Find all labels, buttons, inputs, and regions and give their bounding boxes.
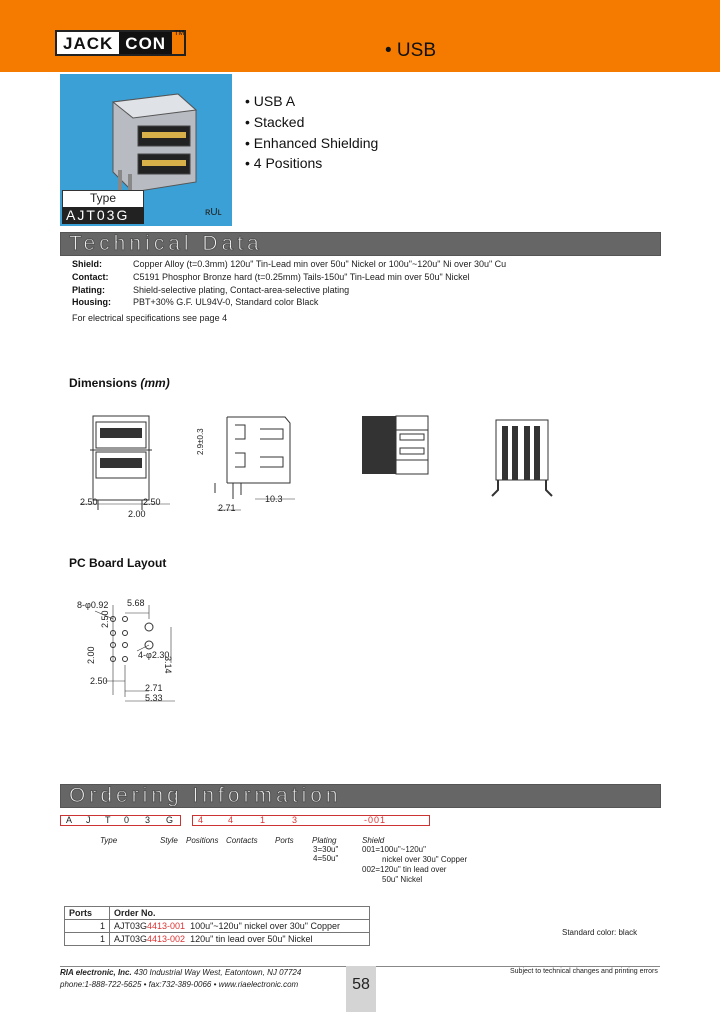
shield-option: 002=120u" tin lead over bbox=[362, 865, 447, 874]
order-table bbox=[64, 906, 370, 946]
dimensions-heading bbox=[69, 376, 170, 390]
spec-value: C5191 Phosphor Bronze hard (t=0.25mm) Tails-150u" Tin-Lead min over 50u" Nickel bbox=[133, 272, 470, 282]
spec-label: Housing: bbox=[72, 297, 111, 307]
spec-label: Plating: bbox=[72, 285, 105, 295]
ordering-info-header bbox=[60, 784, 661, 808]
ordering-info-title: Ordering Information bbox=[69, 784, 342, 807]
table-header-row bbox=[65, 907, 370, 920]
feature-item: • 4 Positions bbox=[245, 155, 323, 171]
spec-value: PBT+30% G.F. UL94V-0, Standard color Black bbox=[133, 297, 319, 307]
order-code-char: G bbox=[166, 815, 175, 825]
table-cell-order bbox=[110, 933, 370, 946]
jackcon-logo bbox=[55, 30, 186, 56]
shield-option: nickel over 30u" Copper bbox=[382, 855, 468, 864]
order-suffix: 4413-002 bbox=[147, 934, 186, 944]
pcb-label: 2.71 bbox=[145, 683, 163, 693]
order-field-label: Contacts bbox=[226, 836, 258, 845]
order-code-char: 3 bbox=[145, 815, 152, 825]
usb-connector-image bbox=[108, 92, 198, 194]
table-cell-order bbox=[110, 920, 370, 933]
order-field-label: Ports bbox=[275, 836, 294, 845]
footer-contacts: phone:1-888-722-5625 • fax:732-389-0066 • www.riaelectronic.com bbox=[60, 980, 299, 989]
order-desc: 100u"~120u" nickel over 30u" Copper bbox=[190, 921, 341, 931]
pcb-label: 8-φ0.92 bbox=[77, 600, 109, 610]
plating-option: 3=30u" bbox=[313, 845, 339, 854]
shield-option: 001=100u"~120u" bbox=[362, 845, 426, 854]
order-code-char: 0 bbox=[124, 815, 131, 825]
dimensions-heading-text: Dimensions bbox=[69, 376, 138, 390]
page-number: 58 bbox=[352, 976, 370, 993]
pcb-label: 5.68 bbox=[127, 598, 145, 608]
order-code-char: T bbox=[105, 815, 112, 825]
pcb-label: 2.50 bbox=[100, 610, 110, 628]
order-code-char: -001 bbox=[364, 815, 387, 825]
dim-label: 2.71 bbox=[218, 503, 236, 513]
ul-certification-mark: ʀUʟ bbox=[205, 207, 222, 218]
order-code-char: 4 bbox=[198, 815, 205, 825]
table-cell-ports: 1 bbox=[65, 933, 110, 946]
footer-disclaimer: Subject to technical changes and printing errors bbox=[510, 968, 658, 975]
pcb-label: 3.14 bbox=[163, 656, 173, 674]
logo-trademark: TM bbox=[174, 30, 185, 37]
order-code-char: 3 bbox=[292, 815, 299, 825]
pcb-label: 4-φ2.30 bbox=[138, 650, 170, 660]
table-header: Ports bbox=[65, 907, 110, 920]
footer-address bbox=[60, 968, 301, 977]
dim-label: 2.50 bbox=[80, 497, 98, 507]
top-view-drawing bbox=[360, 412, 435, 482]
technical-data-title: Technical Data bbox=[69, 232, 263, 255]
order-prefix: AJT03G bbox=[114, 921, 148, 931]
pcb-layout-heading: PC Board Layout bbox=[69, 556, 167, 570]
spec-value: Copper Alloy (t=0.3mm) 120u" Tin-Lead min over 50u" Nickel or 100u"~120u" Ni over 30u" Cu bbox=[133, 259, 507, 269]
spec-label: Shield: bbox=[72, 259, 103, 269]
electrical-spec-note: For electrical specifications see page 4 bbox=[72, 313, 228, 323]
table-cell-ports: 1 bbox=[65, 920, 110, 933]
order-field-label: Type bbox=[100, 836, 118, 845]
dimensions-unit: (mm) bbox=[140, 376, 170, 390]
pcb-label: 2.00 bbox=[86, 646, 96, 664]
table-header: Order No. bbox=[110, 907, 370, 920]
table-row bbox=[65, 933, 370, 946]
pcb-label: 5.33 bbox=[145, 693, 163, 703]
standard-color-note: Standard color: black bbox=[562, 928, 638, 937]
order-prefix: AJT03G bbox=[114, 934, 148, 944]
order-code-char: A bbox=[66, 815, 74, 825]
order-desc: 120u" tin lead over 50u" Nickel bbox=[190, 934, 313, 944]
order-field-label: Positions bbox=[186, 836, 219, 845]
dim-label: 2.00 bbox=[128, 509, 146, 519]
spec-value: Shield-selective plating, Contact-area-selective plating bbox=[133, 285, 350, 295]
shield-option: 50u" Nickel bbox=[382, 875, 423, 884]
dim-label: 2.9±0.3 bbox=[196, 428, 205, 455]
plating-option: 4=50u" bbox=[313, 854, 339, 863]
rear-view-drawing bbox=[490, 418, 560, 503]
order-code-char: 4 bbox=[228, 815, 235, 825]
order-code-box-fixed bbox=[60, 815, 181, 826]
table-row bbox=[65, 920, 370, 933]
footer-company: RIA electronic, Inc. bbox=[60, 968, 132, 977]
type-value: AJT03G bbox=[62, 207, 144, 224]
feature-item: • Enhanced Shielding bbox=[245, 135, 379, 151]
order-suffix: 4413-001 bbox=[147, 921, 186, 931]
footer-address-text: 430 Industrial Way West, Eatontown, NJ 07724 bbox=[133, 968, 302, 977]
order-field-label: Plating bbox=[312, 836, 337, 845]
order-field-label: Style bbox=[160, 836, 178, 845]
page-title: • USB bbox=[385, 40, 436, 61]
order-code-char: 1 bbox=[260, 815, 267, 825]
dim-label: 2.50 bbox=[143, 497, 161, 507]
side-view-drawing bbox=[205, 415, 305, 515]
spec-label: Contact: bbox=[72, 272, 109, 282]
technical-data-header bbox=[60, 232, 661, 256]
logo-right: CON bbox=[119, 32, 172, 54]
dim-label: 10.3 bbox=[265, 494, 283, 504]
feature-item: • USB A bbox=[245, 93, 296, 109]
feature-item: • Stacked bbox=[245, 114, 305, 130]
pcb-label: 2.50 bbox=[90, 676, 108, 686]
order-code-char: J bbox=[86, 815, 92, 825]
logo-left: JACK bbox=[57, 32, 119, 54]
order-field-label: Shield bbox=[362, 836, 385, 845]
type-label: Type bbox=[89, 191, 116, 205]
